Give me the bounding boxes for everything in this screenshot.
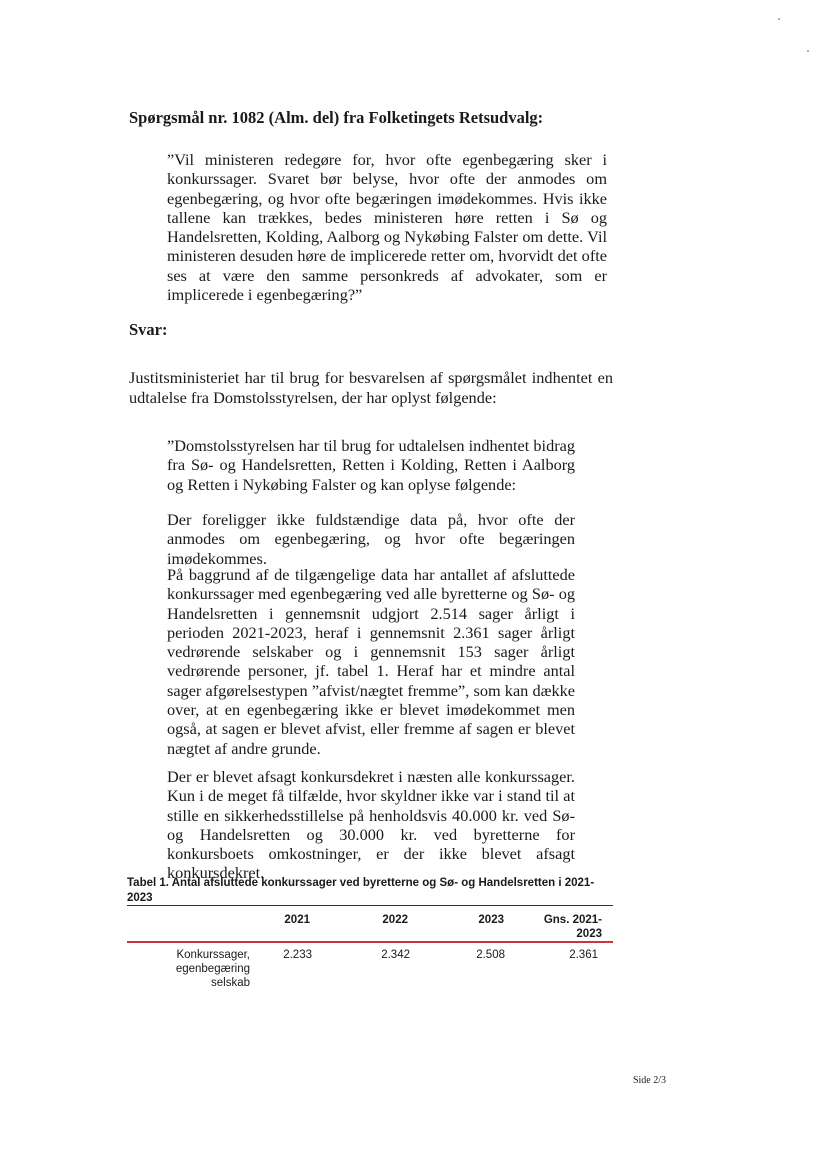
table-row-label: Konkurssager, egenbegæring selskab [175,949,250,989]
table-cell: 2.508 [476,949,505,961]
table-header-average: Gns. 2021-2023 [543,914,602,940]
table-header-2023: 2023 [478,914,504,926]
table-cell: 2.361 [569,949,598,961]
scan-speck [807,50,809,52]
statement-paragraph: ”Domstolsstyrelsen har til brug for udtalelsen indhentet bidrag fra Sø- og Handelsretten, Retten i Kolding, Retten i Aalborg og Retten i Nykøbing Falster og kan oplyse følgende: [167,436,575,494]
statement-paragraph: Der er blevet afsagt konkursdekret i næsten alle konkurssager. Kun i de meget få tilfælde, hvor skyldner ikke var i stand til at stille en sikkerhedsstillelse på henholdsvis 40.000 kr. ved Sø- og Handelsretten og 30.000 kr. ved byretterne for konkursboets omkostninger, er der ikke blevet afsagt konkursdekret. [167,767,575,883]
page-number: Side 2/3 [632,1075,666,1086]
question-heading: Spørgsmål nr. 1082 (Alm. del) fra Folketingets Retsudvalg: [129,108,544,127]
statement-paragraph: På baggrund af de tilgængelige data har antallet af afsluttede konkurssager med egenbegæring ved alle byretterne og Sø- og Handelsretten i gennemsnit udgjort 2.514 sager årligt i perioden 2021-2023, heraf i gennemsnit 2.361 sager årligt vedrørende selskaber og i gennemsnit 153 sager årligt vedrørende personer, jf. tabel 1. Heraf har et mindre antal sager afgørelsestypen ”afvist/nægtet fremme”, som kan dække over, at en egenbegæring ikke er blevet imødekommet men også, at sagen er blevet afvist, eller fremme af sagen er blevet nægtet af andre grunde. [167,565,575,758]
table-cell: 2.233 [283,949,312,961]
answer-label: Svar: [129,320,168,339]
answer-intro: Justitsministeriet har til brug for besvarelsen af spørgsmålet indhentet en udtalelse fra Domstolsstyrelsen, der har oplyst følgende: [129,368,613,407]
table-cell: 2.342 [381,949,410,961]
statement-paragraph: Der foreligger ikke fuldstændige data på, hvor ofte der anmodes om egenbegæring, og hvor ofte begæringen imødekommes. [167,510,575,568]
table-header-rule [127,941,613,943]
table-title: Tabel 1. Antal afsluttede konkurssager ved byretterne og Sø- og Handelsretten i 2021-2023 [127,877,595,904]
scan-speck [778,18,780,20]
table-header-2021: 2021 [284,914,310,926]
table-top-rule [127,905,613,906]
question-quote: ”Vil ministeren redegøre for, hvor ofte egenbegæring sker i konkurssager. Svaret bør belyse, hvor ofte der anmodes om egenbegæring, og hvor ofte begæringen imødekommes. Hvis ikke tallene kan trækkes, bedes ministeren høre retten i Sø og Handelsretten, Kolding, Aalborg og Nykøbing Falster om dette. Vil ministeren desuden høre de implicerede retter om, hvorvidt det ofte ses at være den samme personkreds af advokater, som er implicerede i egenbegæring?” [167,150,607,305]
table-header-2022: 2022 [382,914,408,926]
